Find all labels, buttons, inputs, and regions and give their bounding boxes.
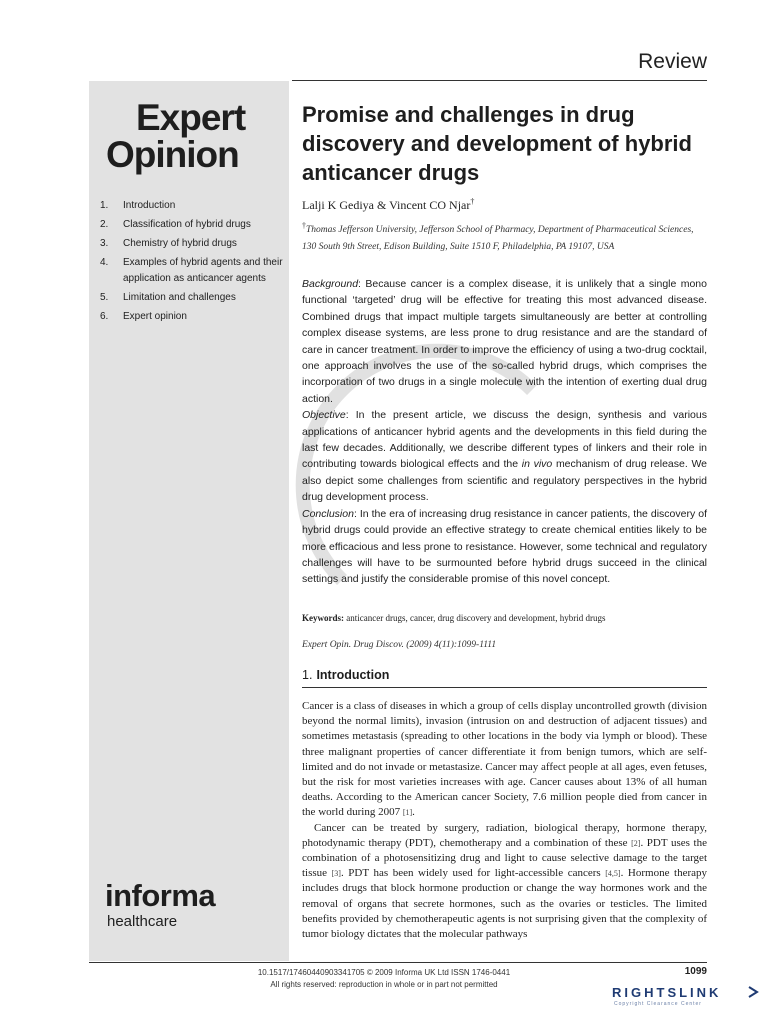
- toc-item: [100, 217, 285, 233]
- body-text-run: .: [412, 806, 415, 819]
- toc-item-label: Chemistry of hybrid drugs: [123, 238, 237, 249]
- body-text-run: . PDT has been widely used for light-accessible cancers: [340, 867, 606, 880]
- objective-label: Objective: [302, 409, 346, 422]
- toc-item: [100, 255, 285, 286]
- reference-link[interactable]: [4,5]: [605, 869, 621, 879]
- section-heading: [302, 668, 389, 682]
- doi-line: 10.1517/17460440903341705 © 2009 Informa UK Ltd ISSN 1746-0441: [257, 968, 511, 977]
- objective-italic: in vivo: [521, 458, 553, 471]
- publisher-logo: [105, 879, 215, 930]
- abstract-conclusion: [302, 506, 707, 588]
- journal-logo: [106, 99, 245, 173]
- toc-item-number: 3.: [100, 238, 109, 249]
- publisher-logo-name: informa: [105, 878, 216, 913]
- abstract-objective: [302, 407, 707, 505]
- footer-rule: [89, 962, 707, 963]
- toc-item-label: Expert opinion: [123, 310, 187, 322]
- table-of-contents: [100, 198, 285, 328]
- reference-link[interactable]: [2]: [631, 838, 641, 848]
- toc-item: [100, 198, 285, 214]
- objective-text-1: : In the present article, we discuss the design, synthesis and various applications of anticancer hybrid agents and the developments in this field during the last few decades. Additionally, we describe different types of linkers and their role in contributing towards biological effects and the: [302, 409, 707, 471]
- background-text: : Because cancer is a complex disease, it is unlikely that a single mono functional ‘targeted’ drug will be effective for treating this most advanced disease. Combined drugs that impact multiple targets simultaneously are better at controlling complex disease systems, are less prone to drug resistance and are the standard of care in cancer treatment. In order to improve the efficiency of using a two-drug cocktail, one approach involves the use of the so-called hybrid drugs, which comprises the incorporation of two drugs in a single molecule with the intention of exerting dual drug action.: [302, 278, 707, 405]
- toc-item: [100, 290, 285, 306]
- body-paragraph: [302, 699, 707, 821]
- journal-logo-line1: Expert: [136, 97, 246, 138]
- toc-item: [100, 236, 285, 252]
- rightslink-tagline: Copyright Clearance Center: [614, 1001, 702, 1007]
- toc-item-label: Classification of hybrid drugs: [123, 219, 251, 230]
- reference-link[interactable]: [3]: [331, 869, 341, 879]
- page-number: 1099: [684, 966, 707, 977]
- body-text-run: Cancer can be treated by surgery, radiation, biological therapy, hormone therapy, photodynamic therapy (PDT), chemotherapy and a combination of these: [302, 821, 707, 849]
- section-title: Introduction: [316, 668, 390, 682]
- body-text-run: . PDT uses the combination of a photosensitizing drug and light to cause selective damage to the target tissue: [302, 836, 707, 880]
- header-rule: [292, 80, 707, 81]
- section-label: Review: [638, 50, 707, 73]
- abstract-background: [302, 276, 707, 407]
- toc-item-label: Limitation and challenges: [123, 291, 236, 303]
- affiliation-mark: †: [302, 221, 306, 230]
- citation: Expert Opin. Drug Discov. (2009) 4(11):1099-1111: [302, 640, 497, 650]
- publisher-logo-sub: healthcare: [107, 913, 178, 930]
- toc-item-number: 4.: [100, 257, 109, 268]
- keywords: [302, 613, 707, 623]
- conclusion-label: Conclusion: [302, 507, 354, 520]
- authors: [302, 197, 474, 213]
- body-text-run: . Hormone therapy includes drugs that block hormone production or change the way hormones work and the removal of organs that secrete hormones, such as the ovaries or testicles. The limited benefits provided by chemotherapeutic agents is not surprising given that the complexity of tumor biology dictates that the molecular pathways: [302, 867, 708, 941]
- section-rule: [302, 687, 707, 688]
- body-text: [302, 699, 707, 942]
- keywords-text: anticancer drugs, cancer, drug discovery and development, hybrid drugs: [344, 613, 606, 623]
- conclusion-text: : In the era of increasing drug resistance in cancer patients, the discovery of hybrid drugs could provide an effective strategy to create chemical entities likely to be more efficacious and less prone to resistance. However, some technical and regulatory challenges will have to be surmounted before hybrid drugs succeed in the clinical settings and justify the considerable promise of this novel concept.: [302, 507, 707, 586]
- background-label: Background: [302, 278, 359, 290]
- section-number: 1.: [302, 668, 313, 682]
- toc-item-number: 5.: [100, 291, 109, 303]
- affiliation-text: Thomas Jefferson University, Jefferson School of Pharmacy, Department of Pharmaceutical Sciences, 130 South 9th Street, Edison Building, Suite 1510 F, Philadelphia, PA 19107, USA: [302, 225, 694, 252]
- body-paragraph: [302, 821, 707, 943]
- abstract: [302, 276, 707, 588]
- toc-item-label: Examples of hybrid agents and their application as anticancer agents: [123, 257, 283, 284]
- article-title: Promise and challenges in drug discovery and development of hybrid anticancer drugs: [302, 102, 692, 185]
- rightslink-logo[interactable]: [612, 984, 760, 1014]
- rightslink-arrow-icon: [746, 985, 760, 999]
- rightslink-wordmark: RIGHTSLINK: [612, 985, 722, 1000]
- sidebar: [89, 81, 289, 961]
- rights-line: All rights reserved: reproduction in whole or in part not permitted: [270, 980, 498, 989]
- toc-item-number: 2.: [100, 219, 109, 230]
- toc-item-number: 6.: [100, 310, 109, 322]
- toc-item-number: 1.: [100, 200, 109, 211]
- journal-logo-line2: Opinion: [106, 134, 239, 175]
- affiliation: [302, 218, 707, 255]
- keywords-label: Keywords:: [302, 613, 344, 623]
- body-text-run: Cancer is a class of diseases in which a group of cells display uncontrolled growth (division beyond the normal limits), invasion (intrusion on and destruction of adjacent tissues) and sometimes metastasis (spreading to other locations in the body via lymph or blood). These three malignant properties of cancer differentiate it from benign tumors, which are self-limited and do not invade or metastasize. Cancer may affect people at all ages, even fetuses, but the risk for most varieties increases with age. Cancer causes about 13% of all human deaths. According to the American cancer Society, 7.6 million people died from cancer in the world during 2007: [302, 700, 707, 819]
- objective-text-2: mechanism of drug release. We also depict some challenges from scientific and regulatory perspectives in the hybrid drug development process.: [302, 458, 707, 504]
- toc-item: [100, 309, 285, 325]
- reference-link[interactable]: [1]: [402, 808, 413, 818]
- author-mark: †: [470, 197, 475, 206]
- toc-item-label: Introduction: [123, 200, 176, 211]
- author-names: Lalji K Gediya & Vincent CO Njar: [302, 198, 471, 212]
